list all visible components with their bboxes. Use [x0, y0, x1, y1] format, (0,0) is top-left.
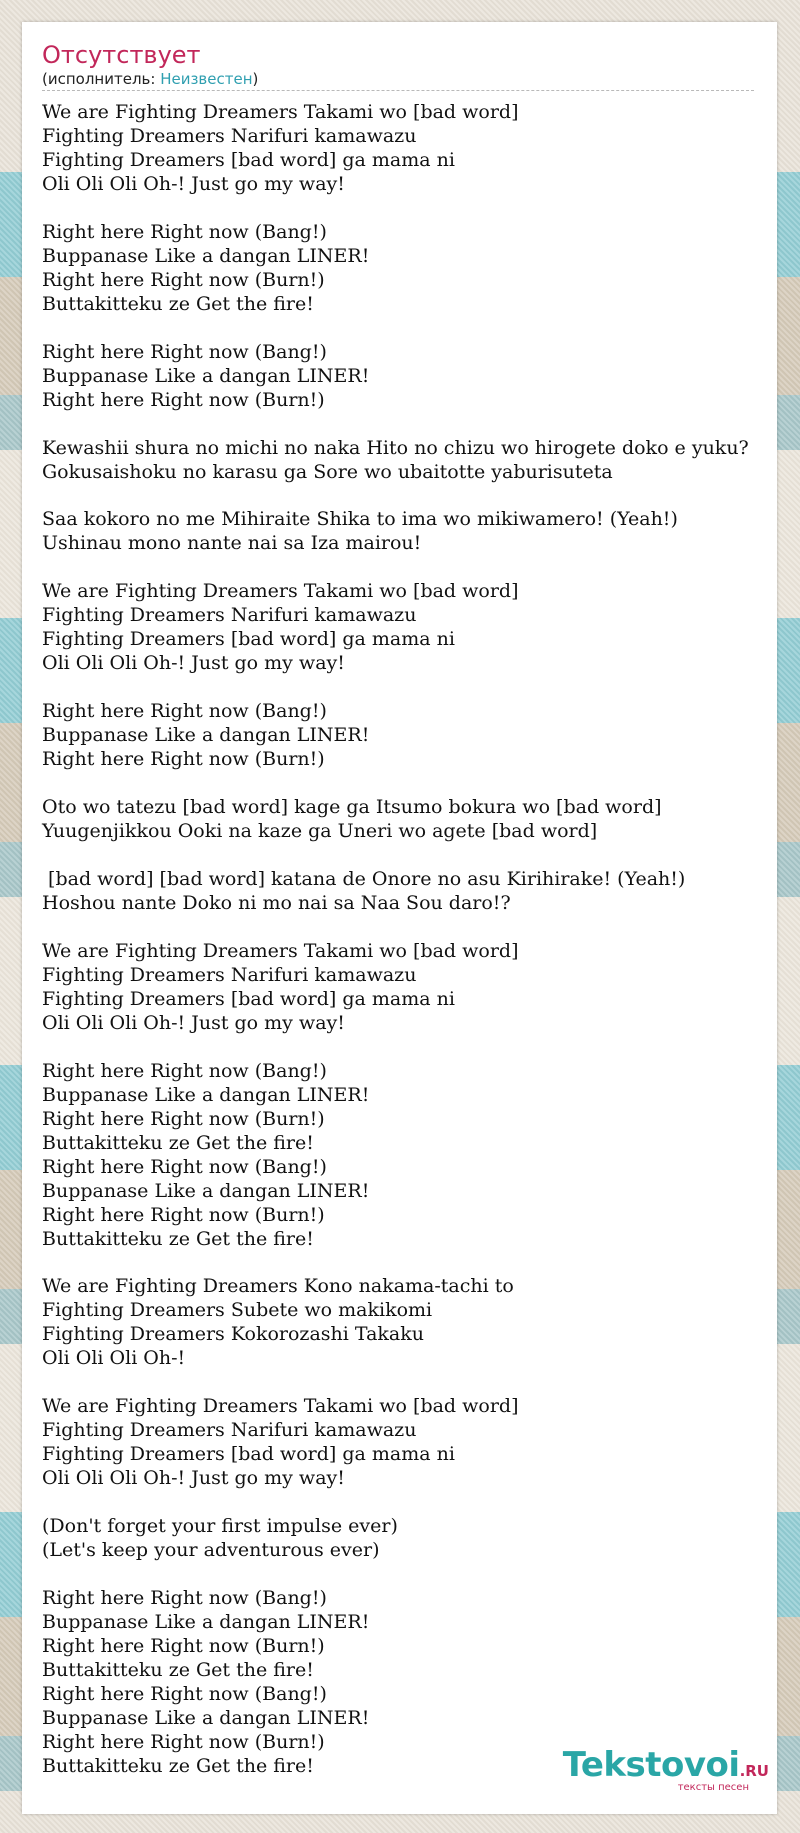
lyric-line: Right here Right now (Bang!): [42, 1059, 327, 1082]
lyric-line: Oli Oli Oli Oh-!: [42, 1347, 186, 1370]
lyric-line: Oli Oli Oli Oh-! Just go my way!: [42, 652, 345, 675]
lyric-line: Oto wo tatezu [bad word] kage ga Itsumo bokura wo [bad word]: [42, 796, 662, 819]
lyric-line: [42, 772, 757, 796]
lyric-line: Right here Right now (Bang!): [42, 1587, 327, 1610]
lyric-line: Buttakitteku ze Get the fire!: [42, 292, 314, 315]
lyric-line: [42, 556, 757, 580]
lyric-line: Right here Right now (Burn!): [42, 388, 325, 411]
artist-suffix: ): [252, 70, 259, 88]
lyric-line: Fighting Dreamers [bad word] ga mama ni: [42, 148, 455, 171]
lyric-line: [42, 676, 757, 700]
lyric-line: Saa kokoro no me Mihiraite Shika to ima wo mikiwamero! (Yeah!): [42, 508, 678, 531]
lyric-line: Fighting Dreamers Narifuri kamawazu: [42, 963, 417, 986]
site-logo[interactable]: [562, 1745, 769, 1794]
lyric-line: Yuugenjikkou Ooki na kaze ga Uneri wo agete [bad word]: [42, 820, 598, 843]
lyric-line: [42, 844, 757, 868]
lyric-line: Right here Right now (Bang!): [42, 340, 327, 363]
lyric-line: [42, 916, 757, 940]
lyric-line: Oli Oli Oli Oh-! Just go my way!: [42, 1467, 345, 1490]
lyric-line: Fighting Dreamers Narifuri kamawazu: [42, 604, 417, 627]
lyric-line: [42, 317, 757, 341]
lyric-line: Hoshou nante Doko ni mo nai sa Naa Sou daro!?: [42, 891, 511, 914]
lyric-line: Right here Right now (Bang!): [42, 700, 327, 723]
artist-link[interactable]: Неизвестен: [160, 70, 253, 88]
lyric-line: Right here Right now (Burn!): [42, 1107, 325, 1130]
lyric-line: Buppanase Like a dangan LINER!: [42, 1083, 370, 1106]
lyric-line: [42, 1036, 757, 1060]
lyric-line: Buppanase Like a dangan LINER!: [42, 724, 370, 747]
artist-prefix: (исполнитель:: [42, 70, 161, 88]
lyric-line: Buppanase Like a dangan LINER!: [42, 244, 370, 267]
lyric-line: Right here Right now (Burn!): [42, 268, 325, 291]
lyric-line: We are Fighting Dreamers Takami wo [bad word]: [42, 580, 519, 603]
logo-tagline: тексты песен: [677, 1782, 749, 1793]
lyric-line: Buppanase Like a dangan LINER!: [42, 1179, 370, 1202]
lyric-line: Fighting Dreamers [bad word] ga mama ni: [42, 1443, 455, 1466]
lyric-line: Right here Right now (Burn!): [42, 1203, 325, 1226]
lyric-line: Right here Right now (Burn!): [42, 748, 325, 771]
lyric-line: We are Fighting Dreamers Takami wo [bad word]: [42, 101, 519, 123]
lyrics-text: [42, 101, 757, 1779]
logo-wordmark: Tekstovoi: [562, 1745, 740, 1785]
lyric-line: Right here Right now (Bang!): [42, 1155, 327, 1178]
lyric-line: Buttakitteku ze Get the fire!: [42, 1658, 314, 1681]
song-title: Отсутствует: [42, 41, 201, 69]
lyric-line: Fighting Dreamers Narifuri kamawazu: [42, 124, 417, 147]
lyric-line: We are Fighting Dreamers Takami wo [bad word]: [42, 1395, 519, 1418]
lyric-line: Buppanase Like a dangan LINER!: [42, 1611, 370, 1634]
lyric-line: Gokusaishoku no karasu ga Sore wo ubaitotte yaburisuteta: [42, 460, 613, 483]
logo-domain: .RU: [739, 1762, 769, 1780]
lyric-line: (Let's keep your adventurous ever): [42, 1539, 380, 1562]
lyric-line: Buttakitteku ze Get the fire!: [42, 1754, 314, 1777]
lyric-line: Buppanase Like a dangan LINER!: [42, 364, 370, 387]
lyric-line: Right here Right now (Burn!): [42, 1730, 325, 1753]
lyric-line: [42, 485, 757, 509]
lyric-line: [42, 1252, 757, 1276]
lyric-line: [42, 1491, 757, 1515]
lyric-line: [bad word] [bad word] katana de Onore no asu Kirihirake! (Yeah!): [42, 868, 686, 890]
lyric-line: Right here Right now (Bang!): [42, 220, 327, 243]
artist-line: [42, 70, 754, 91]
lyric-line: [42, 1371, 757, 1395]
lyrics-card: [22, 22, 777, 1814]
lyric-line: We are Fighting Dreamers Takami wo [bad word]: [42, 939, 519, 962]
lyric-line: Fighting Dreamers Subete wo makikomi: [42, 1299, 433, 1322]
lyric-line: (Don't forget your first impulse ever): [42, 1515, 398, 1538]
lyric-line: Buttakitteku ze Get the fire!: [42, 1131, 314, 1154]
lyric-line: [42, 413, 757, 437]
lyric-line: [42, 1563, 757, 1587]
lyric-line: [42, 197, 757, 221]
lyric-line: Oli Oli Oli Oh-! Just go my way!: [42, 172, 345, 195]
lyric-line: Fighting Dreamers [bad word] ga mama ni: [42, 987, 455, 1010]
lyric-line: Fighting Dreamers Narifuri kamawazu: [42, 1419, 417, 1442]
lyric-line: Fighting Dreamers [bad word] ga mama ni: [42, 628, 455, 651]
lyric-line: Kewashii shura no michi no naka Hito no chizu wo hirogete doko e yuku?: [42, 436, 749, 459]
lyric-line: Right here Right now (Bang!): [42, 1682, 327, 1705]
lyric-line: Oli Oli Oli Oh-! Just go my way!: [42, 1011, 345, 1034]
lyric-line: Buttakitteku ze Get the fire!: [42, 1227, 314, 1250]
lyric-line: We are Fighting Dreamers Kono nakama-tachi to: [42, 1275, 514, 1298]
lyric-line: Right here Right now (Burn!): [42, 1635, 325, 1657]
lyric-line: Buppanase Like a dangan LINER!: [42, 1706, 370, 1729]
lyric-line: Fighting Dreamers Kokorozashi Takaku: [42, 1323, 424, 1346]
lyric-line: Ushinau mono nante nai sa Iza mairou!: [42, 532, 422, 555]
